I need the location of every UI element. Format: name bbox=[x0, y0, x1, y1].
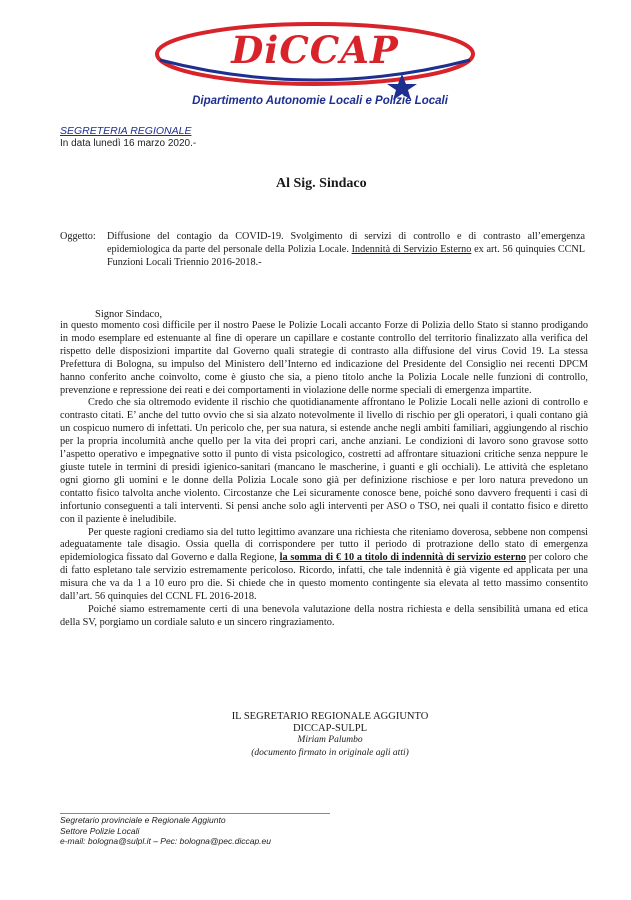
signature-org: DICCAP-SULPL bbox=[292, 723, 368, 734]
department-name: Dipartimento Autonomie Locali e Polizie Locali bbox=[192, 95, 448, 107]
signature-name: Miriam Palumbo bbox=[297, 735, 363, 745]
requested-amount: la somma di € 10 a titolo di indennità di servizio esterno bbox=[279, 552, 527, 564]
footer bbox=[60, 815, 271, 847]
paragraph-3: Per queste ragioni crediamo sia del tutto legittimo avanzare una richiesta che riteniamo doverosa, sebbene non compensi adeguatamente tale disagio. Ossia quella di corrispondere per tutto il periodo di protrazione dello stato di emergenza epidemiologica fissato dal Governo e dalla Regione, la somma di € 10 a titolo di indennità di servizio esterno per coloro che di fatto espletano tale servizio estremamente pericoloso. Ricordo, infatti, che tale indennità è già vigente ed applicata per una misura che va da 1 a 10 euro pro die. Si chiede che in questo momento contingente sia elevata al tetto massimo consentito dall’art. 56 quinquies del CCNL FL 2016-2018. bbox=[60, 526, 588, 603]
diccap-logo bbox=[150, 14, 480, 106]
date-line: In data lunedì 16 marzo 2020.- bbox=[60, 138, 197, 149]
signature-title: IL SEGRETARIO REGIONALE AGGIUNTO bbox=[231, 711, 429, 722]
secretariat-label: SEGRETERIA REGIONALE bbox=[60, 125, 192, 137]
subject-underlined: Indennità di Servizio Esterno bbox=[351, 244, 472, 255]
footer-line-2: Settore Polizie Locali bbox=[60, 825, 140, 836]
paragraph-2: Credo che sia oltremodo evidente il rischio che quotidianamente affrontano le Polizie Locali nelle azioni di controllo e contrasto citati. E’ anche del tutto ovvio che si sia alzato notevolmente il livello di rischio per gli operatori, i quali contano già un cospicuo numero di infettati. Un pericolo che, per sua natura, si estende anche negli ambiti familiari, aggiungendo al rischio per la propria incolumità anche quello per la vita dei propri cari, anche anziani. Le condizioni di lavoro sono gravose sotto l’aspetto operativo e impegnative sotto il punto di vista psicologico, costretti ad affrontare situazioni critiche senza neppure le giuste tutele in termini di presidi igienico-sanitari (mancano le mascherine, i guanti e gli occhiali). Le attività che espletano ogni giorno gli uomini e le donne della Polizia Locale sono già per definizione rischiose e per loro natura prevedono un contatto fisico talvolta anche violento. Circostanze che Lei sicuramente conosce bene, poiché sono davvero frequenti i casi di infortunio conseguenti a tali interventi. Si pensi anche solo agli interventi per ASO o TSO, nei quali il contatto fisico e diretto con il paziente è ineludibile. bbox=[60, 397, 588, 525]
signature-note: (documento firmato in originale agli atti) bbox=[251, 748, 409, 758]
logo-text: DiCCAP bbox=[231, 28, 399, 72]
addressee: Al Sig. Sindaco bbox=[276, 176, 367, 191]
paragraph-4: Poiché siamo estremamente certi di una benevola valutazione della nostra richiesta e della sensibilità umana ed etica della SV, porgiamo un cordiale saluto e un sincero ringraziamento. bbox=[60, 603, 588, 628]
footer-contacts: e-mail: bologna@sulpl.it – Pec: bologna@pec.diccap.eu bbox=[60, 836, 271, 846]
footer-divider bbox=[60, 813, 330, 814]
subject-label: Oggetto: bbox=[60, 231, 96, 242]
letter-body bbox=[60, 320, 588, 630]
salutation: Signor Sindaco, bbox=[95, 309, 163, 320]
footer-line-1: Segretario provinciale e Regionale Aggiunto bbox=[60, 815, 226, 825]
subject-text: Diffusione del contagio da COVID-19. Svolgimento di servizi di controllo e di contrasto all’emergenza epidemiologica da parte del personale della Polizia Locale. Indennità di Servizio Esterno ex art. 56 quinquies CCNL Funzioni Locali Triennio 2016-2018.- bbox=[107, 231, 585, 268]
paragraph-1: in questo momento così difficile per il nostro Paese le Polizie Locali accanto Forze di Polizia dello Stato si stanno prodigando in modo esemplare ed estenuante al fine di operare un capillare e costante controllo del territorio finalizzato alla verifica del rispetto delle disposizioni impartite dal Governo quali strategie di contrasto alla diffusione del virus Covid 19. La stessa Prefettura di Bologna, su impulso del Ministero dell’Interno ed indicazione del Presidente del Consiglio nei recenti DPCM hanno conferito anche coinvolto, come è giusto che sia, a pieno titolo anche la Polizia Locale nelle funzioni di controllo, prevenzione e repressione dei reati e dei comportamenti in violazione delle norme speciali di emergenza impartite. bbox=[60, 320, 588, 396]
